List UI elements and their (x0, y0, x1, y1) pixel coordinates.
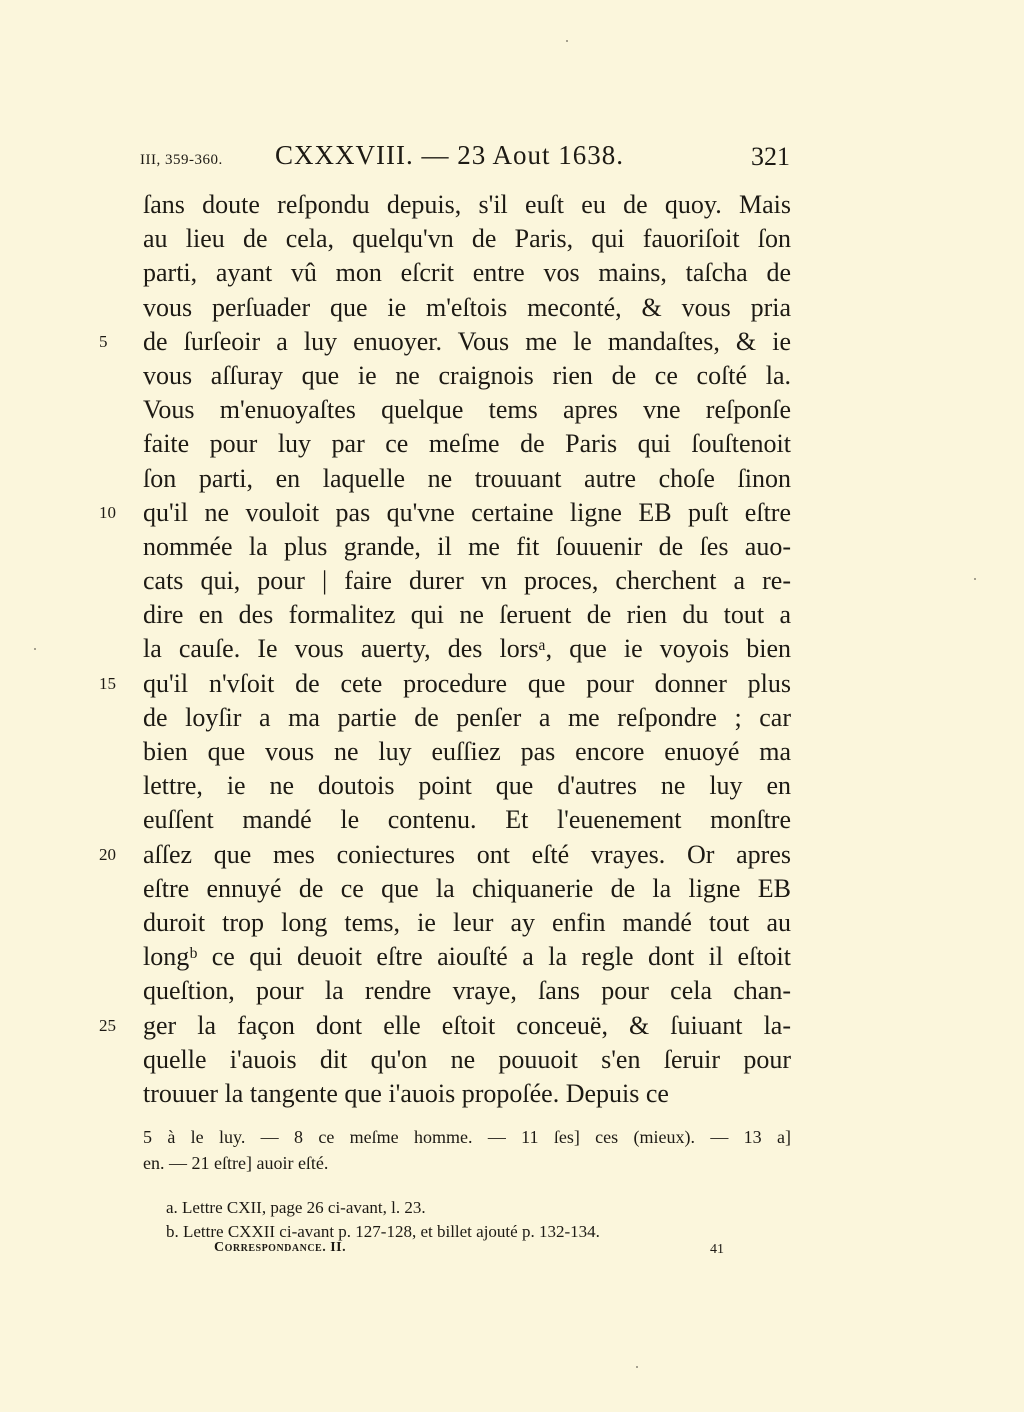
paper-speck (34, 648, 36, 650)
line-text: qu'il ne vouloit pas qu'vne certaine ligne EB puſt eſtre (143, 497, 791, 527)
line-text: qu'il n'vſoit de cete procedure que pour donner plus (143, 668, 791, 698)
line-number: 10 (99, 502, 116, 522)
line-text: duroit trop long tems, ie leur ay enfin mandé tout au (143, 907, 791, 937)
footnotes (166, 1196, 786, 1244)
line-text: vous aſſuray que ie ne craignois rien de ce coſté la. (143, 360, 791, 390)
text-line (143, 359, 791, 393)
variant-readings (143, 1124, 791, 1176)
paper-speck (566, 40, 568, 42)
line-text: Vous m'enuoyaſtes quelque tems apres vne reſponſe (143, 395, 791, 425)
line-text: cats qui, pour | faire durer vn proces, cherchent a re- (143, 566, 791, 596)
text-line (143, 462, 791, 496)
line-text: dire en des formalitez qui ne ſeruent de rien du tout a (143, 600, 791, 630)
page-number: 321 (751, 142, 790, 171)
variant-line: 5 à le luy. — 8 ce meſme homme. — 11 ſes] ces (mieux). — 13 a] (143, 1127, 791, 1147)
volume-reference: III, 359-360. (140, 152, 223, 168)
line-number: 20 (99, 844, 116, 864)
text-line (143, 256, 791, 290)
text-line (143, 427, 791, 461)
line-text: trouuer la tangente que i'auois propoſée. Depuis ce (143, 1078, 669, 1108)
text-line (143, 1077, 791, 1111)
line-number: 15 (99, 673, 116, 693)
text-line (99, 667, 791, 701)
text-line (143, 1043, 791, 1077)
line-text: ſans doute reſpondu depuis, s'il euſt eu de quoy. Mais (143, 190, 791, 219)
letter-title: CXXXVIII. — 23 Aout 1638. (275, 140, 624, 170)
text-line (143, 803, 791, 837)
signature-number: 41 (710, 1242, 724, 1257)
text-line (99, 1009, 791, 1043)
line-text: queſtion, pour la rendre vraye, ſans pour cela chan- (143, 976, 791, 1006)
line-number: 5 (99, 331, 108, 351)
body-text (99, 188, 791, 1111)
line-text: bien que vous ne luy euſſiez pas encore enuoyé ma (143, 737, 791, 766)
text-line (143, 769, 791, 803)
text-line (143, 564, 791, 598)
footnote-b: b. Lettre CXXII ci-avant p. 127-128, et billet ajouté p. 132-134. (166, 1222, 600, 1241)
text-line (143, 393, 791, 427)
line-text: lettre, ie ne doutois point que d'autres ne luy en (143, 771, 791, 801)
text-line (143, 222, 791, 256)
running-header (140, 140, 790, 180)
line-text: ſon parti, en laquelle ne trouuant autre choſe ſinon (143, 463, 791, 493)
line-text: eſtre ennuyé de ce que la chiquanerie de la ligne EB (143, 873, 791, 903)
line-number: 25 (99, 1015, 116, 1035)
text-line (143, 872, 791, 906)
line-text: faite pour luy par ce meſme de Paris qui ſouſtenoit (143, 429, 791, 459)
text-line (143, 735, 791, 769)
text-line (143, 632, 791, 666)
line-text: vous perſuader que ie m'eſtois meconté, & vous pria (143, 292, 791, 322)
line-text: la cauſe. Ie vous auerty, des lorsᵃ, que ie voyois bien (143, 634, 791, 664)
line-text: aſſez que mes coniectures ont eſté vrayes. Or apres (143, 839, 791, 869)
text-line (143, 530, 791, 564)
text-line (99, 325, 791, 359)
line-text: ger la façon dont elle eſtoit conceuë, & ſuiuant la- (143, 1010, 791, 1040)
line-text: de loyſir a ma partie de penſer a me reſpondre ; car (143, 702, 791, 732)
text-line (143, 974, 791, 1008)
paper-speck (636, 1366, 638, 1368)
line-text: nommée la plus grande, il me fit ſouuenir de ſes auo- (143, 531, 791, 561)
line-text: euſſent mandé le contenu. Et l'euenement monſtre (143, 805, 791, 835)
text-line (143, 940, 791, 974)
text-line (143, 598, 791, 632)
paper-speck (974, 578, 976, 580)
text-line (143, 701, 791, 735)
text-line (143, 906, 791, 940)
line-text: de ſurſeoir a luy enuoyer. Vous me le mandaſtes, & ie (143, 326, 791, 356)
text-line (99, 838, 791, 872)
line-text: parti, ayant vû mon eſcrit entre vos mains, taſcha de (143, 258, 791, 288)
line-text: au lieu de cela, quelqu'vn de Paris, qui fauoriſoit ſon (143, 224, 791, 254)
line-text: longᵇ ce qui deuoit eſtre aiouſté a la regle dont il eſtoit (143, 942, 791, 972)
text-line (143, 188, 791, 222)
line-text: quelle i'auois dit qu'on ne pouuoit s'en ſeruir pour (143, 1044, 791, 1074)
footnote-a: a. Lettre CXII, page 26 ci-avant, l. 23. (166, 1198, 426, 1217)
signature-label: Correspondance. II. (214, 1240, 347, 1255)
text-line (99, 496, 791, 530)
text-line (143, 291, 791, 325)
variant-line: en. — 21 eſtre] auoir eſté. (143, 1153, 329, 1173)
